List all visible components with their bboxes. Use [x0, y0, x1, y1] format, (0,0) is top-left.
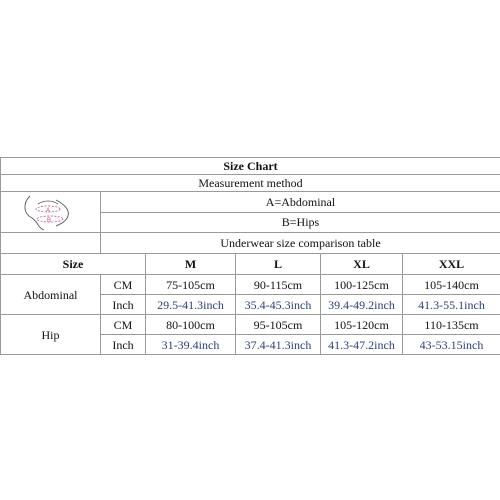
size-header-l: L — [236, 254, 321, 275]
value-cell: 105-120cm — [321, 315, 403, 335]
size-chart-table — [0, 157, 500, 355]
size-chart-title: Size Chart — [1, 158, 500, 175]
measurement-method-label: Measurement method — [1, 175, 500, 192]
value-cell: 41.3-55.1inch — [403, 295, 500, 315]
unit-inch: Inch — [101, 295, 146, 315]
unit-cm: CM — [101, 315, 146, 335]
value-cell: 90-115cm — [236, 275, 321, 295]
table-row — [1, 315, 500, 335]
size-header: Size — [1, 254, 146, 275]
size-header-m: M — [146, 254, 236, 275]
value-cell: 95-105cm — [236, 315, 321, 335]
value-cell: 39.4-49.2inch — [321, 295, 403, 315]
body-measurement-figure — [16, 192, 86, 232]
measurement-figure-cell — [1, 192, 101, 233]
value-cell: 41.3-47.2inch — [321, 335, 403, 355]
unit-cm: CM — [101, 275, 146, 295]
measure-a-label: A=Abdominal — [101, 192, 500, 213]
comparison-table-label: Underwear size comparison table — [101, 233, 500, 254]
measure-b-label: B=Hips — [101, 212, 500, 233]
row-label-hip: Hip — [1, 315, 101, 355]
value-cell: 75-105cm — [146, 275, 236, 295]
value-cell: 100-125cm — [321, 275, 403, 295]
value-cell: 37.4-41.3inch — [236, 335, 321, 355]
value-cell: 110-135cm — [403, 315, 500, 335]
value-cell: 29.5-41.3inch — [146, 295, 236, 315]
size-header-xl: XL — [321, 254, 403, 275]
value-cell: 105-140cm — [403, 275, 500, 295]
figure-label-a: A — [45, 208, 50, 214]
empty-cell — [1, 233, 101, 254]
value-cell: 31-39.4inch — [146, 335, 236, 355]
unit-inch: Inch — [101, 335, 146, 355]
size-header-xxl: XXL — [403, 254, 500, 275]
value-cell: 43-53.15inch — [403, 335, 500, 355]
table-row — [1, 275, 500, 295]
value-cell: 35.4-45.3inch — [236, 295, 321, 315]
value-cell: 80-100cm — [146, 315, 236, 335]
row-label-abdominal: Abdominal — [1, 275, 101, 315]
figure-label-b: B — [46, 218, 51, 224]
